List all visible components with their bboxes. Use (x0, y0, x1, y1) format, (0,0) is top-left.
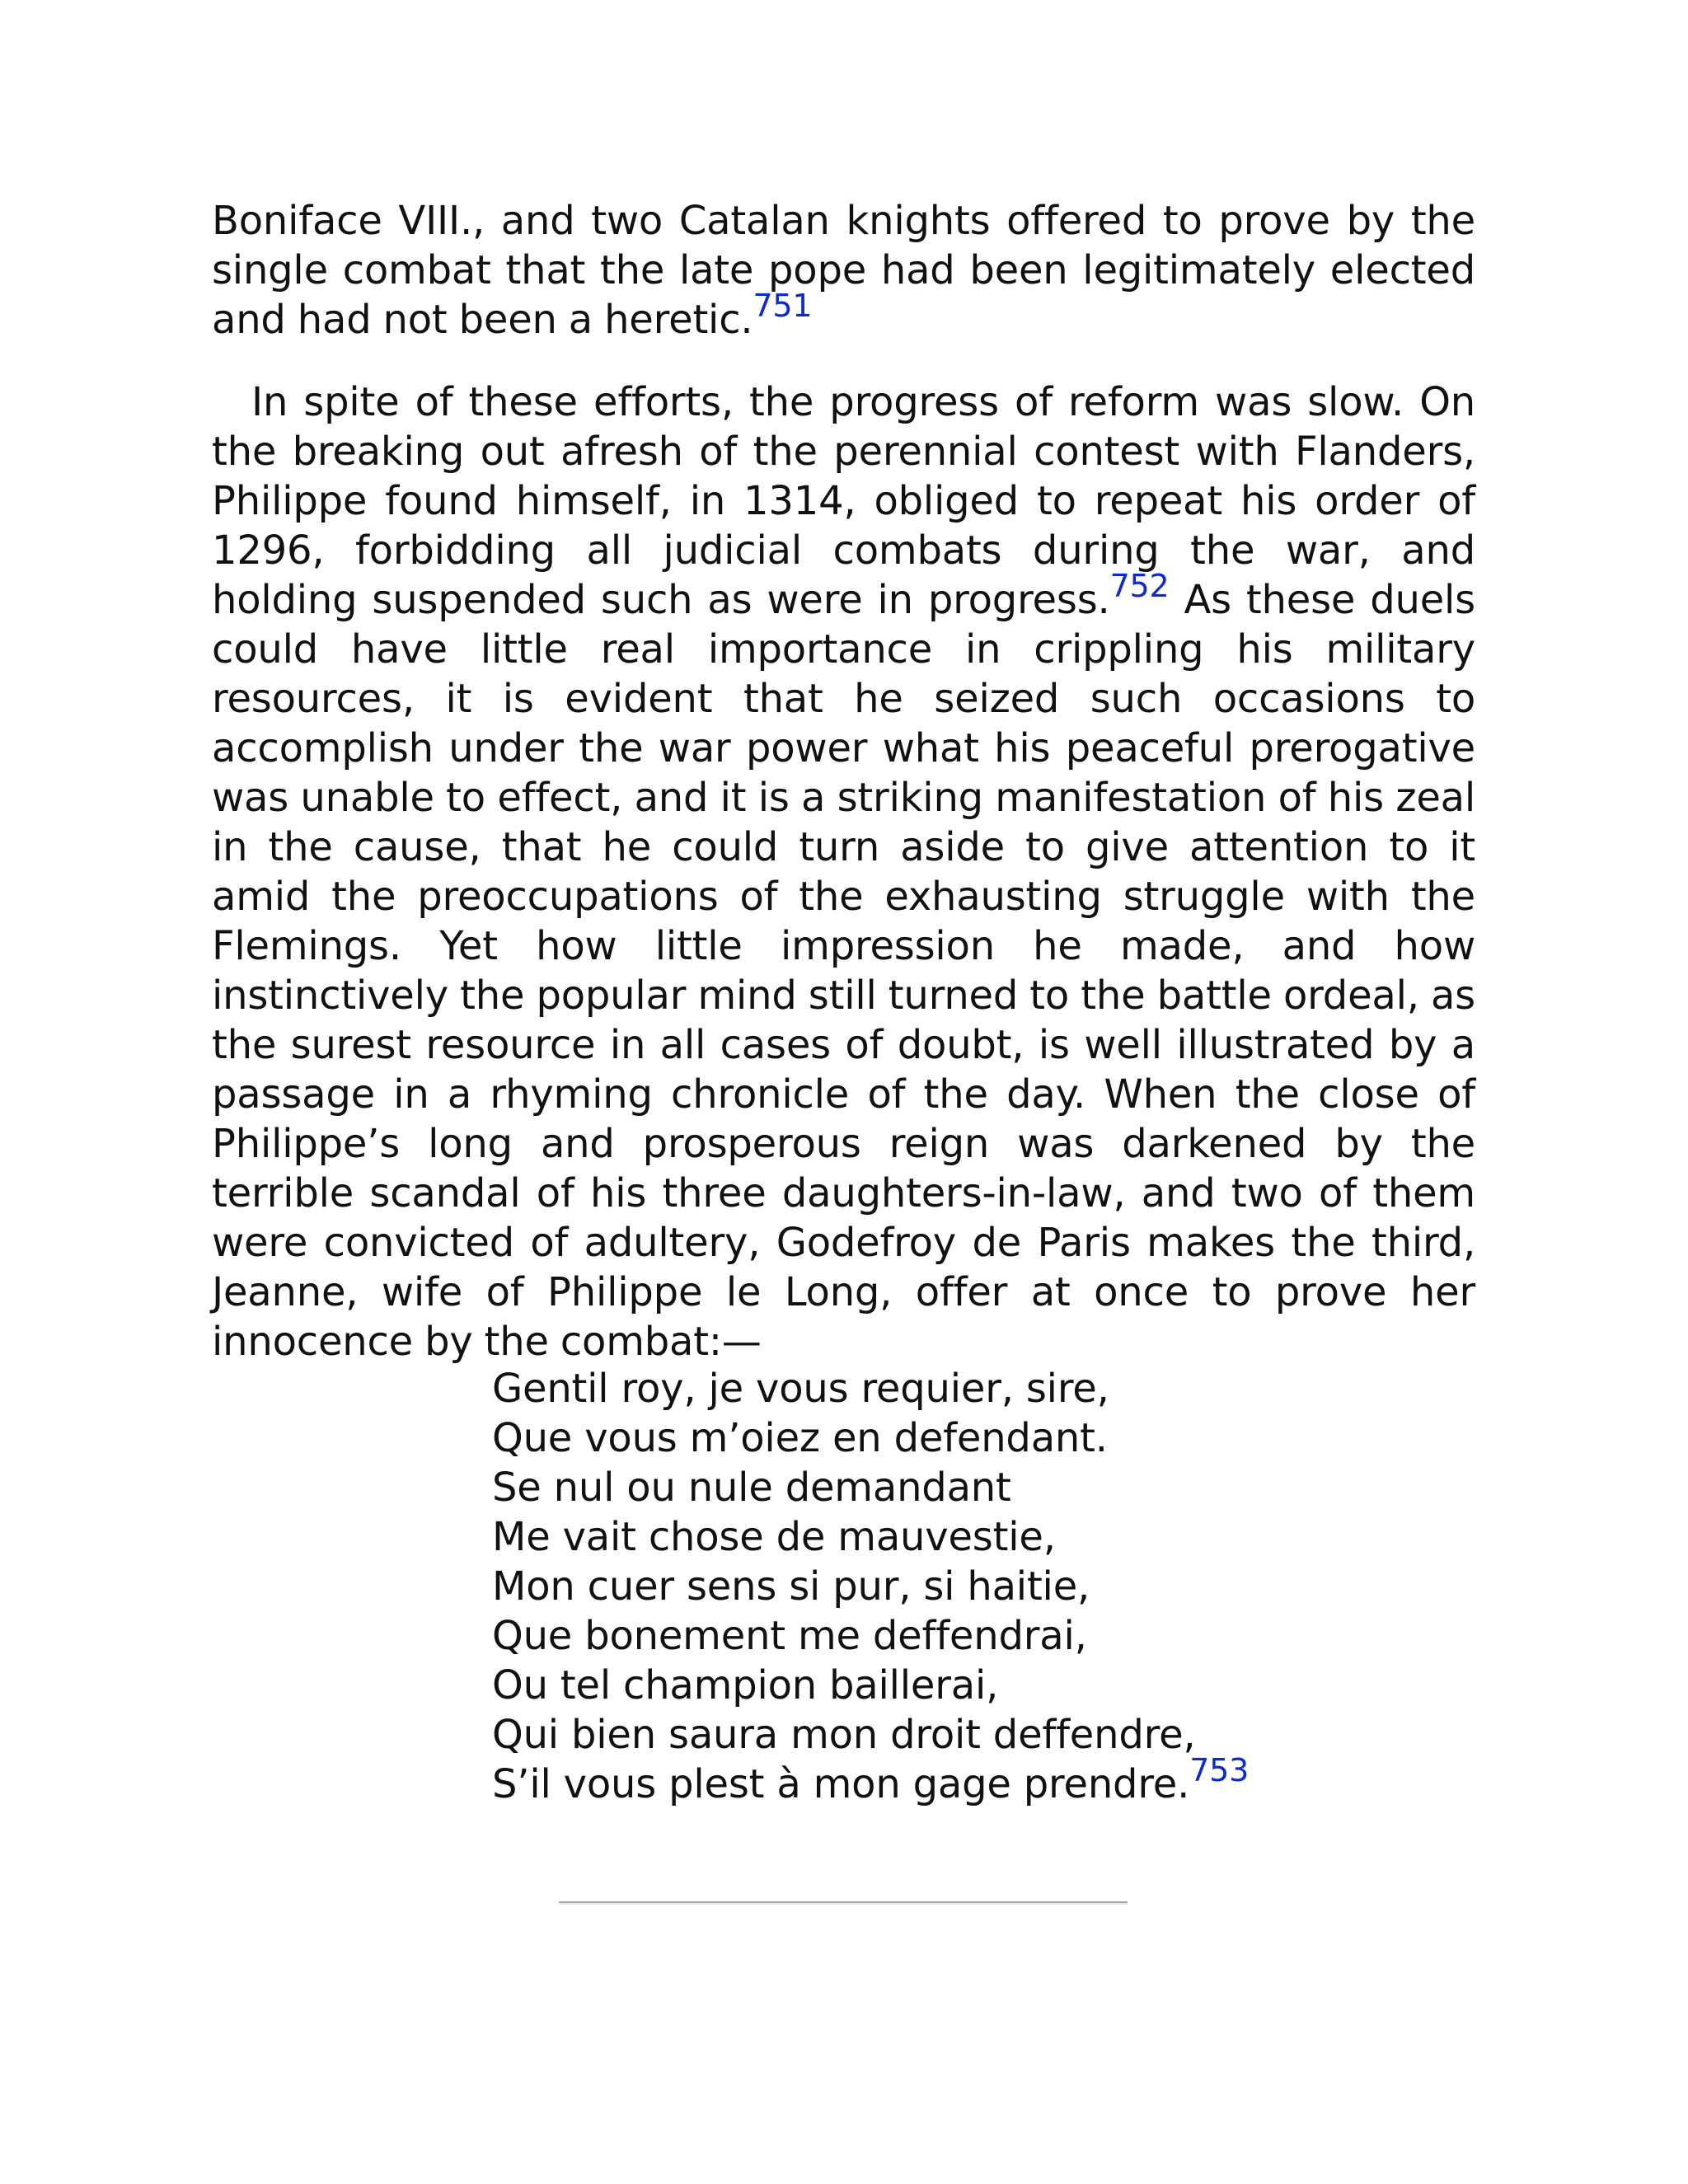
verse-line-text: S’il vous plest à mon gage prendre. (492, 1761, 1190, 1807)
footnote-ref-753[interactable]: 753 (1189, 1752, 1250, 1788)
paragraph-1-text: Boniface VIII., and two Catalan knights offered to prove by the single combat that the late pope had been legitimately elected and had not been a heretic. (212, 198, 1475, 343)
paragraph-2 (212, 377, 1475, 1366)
footnote-ref-752[interactable]: 752 (1109, 568, 1170, 604)
verse-quotation (492, 1364, 1249, 1809)
paragraph-2-text-b: As these duels could have little real importance in crippling his military resources, it is evident that he seized such occasions to accomplish under the war power what his peaceful prerogative was unable to effect, and it is a striking manifestation of his zeal in the cause, that he could turn aside to give attention to it amid the preoccupations of the exhausting struggle with the Flemings. Yet how little impression he made, and how instinctively the popular mind still turned to the battle ordeal, as the surest resource in all cases of doubt, is well illustrated by a passage in a rhyming chronicle of the day. When the close of Philippe’s long and prosperous reign was darkened by the terrible scandal of his three daughters-in-law, and two of them were convicted of adultery, Godefroy de Paris makes the third, Jeanne, wife of Philippe le Long, offer at once to prove her innocence by the combat:— (212, 577, 1475, 1365)
verse-line: Qui bien saura mon droit deffendre, (492, 1712, 1196, 1758)
verse-line: Que vous m’oiez en defendant. (492, 1415, 1108, 1461)
section-divider (559, 1901, 1128, 1905)
verse-line: Me vait chose de mauvestie, (492, 1514, 1056, 1560)
verse-line: Se nul ou nule demandant (492, 1465, 1011, 1511)
verse-line: Ou tel champion baillerai, (492, 1662, 999, 1708)
paragraph-1 (212, 196, 1475, 344)
page-body (212, 196, 1475, 1366)
verse-line: Mon cuer sens si pur, si haitie, (492, 1563, 1090, 1610)
verse-line: Gentil roy, je vous requier, sire, (492, 1366, 1109, 1412)
verse-line: Que bonement me deffendrai, (492, 1613, 1087, 1659)
footnote-ref-751[interactable]: 751 (753, 288, 813, 324)
verse-line-last (492, 1752, 1250, 1809)
paragraph-2-text-a: In spite of these efforts, the progress of reform was slow. On the breaking out afresh of the perennial contest with Flanders, Philippe found himself, in 1314, obliged to repeat his order of 1296, forbidding all judicial combats during the war, and holding suspended such as were in progress. (212, 379, 1475, 623)
